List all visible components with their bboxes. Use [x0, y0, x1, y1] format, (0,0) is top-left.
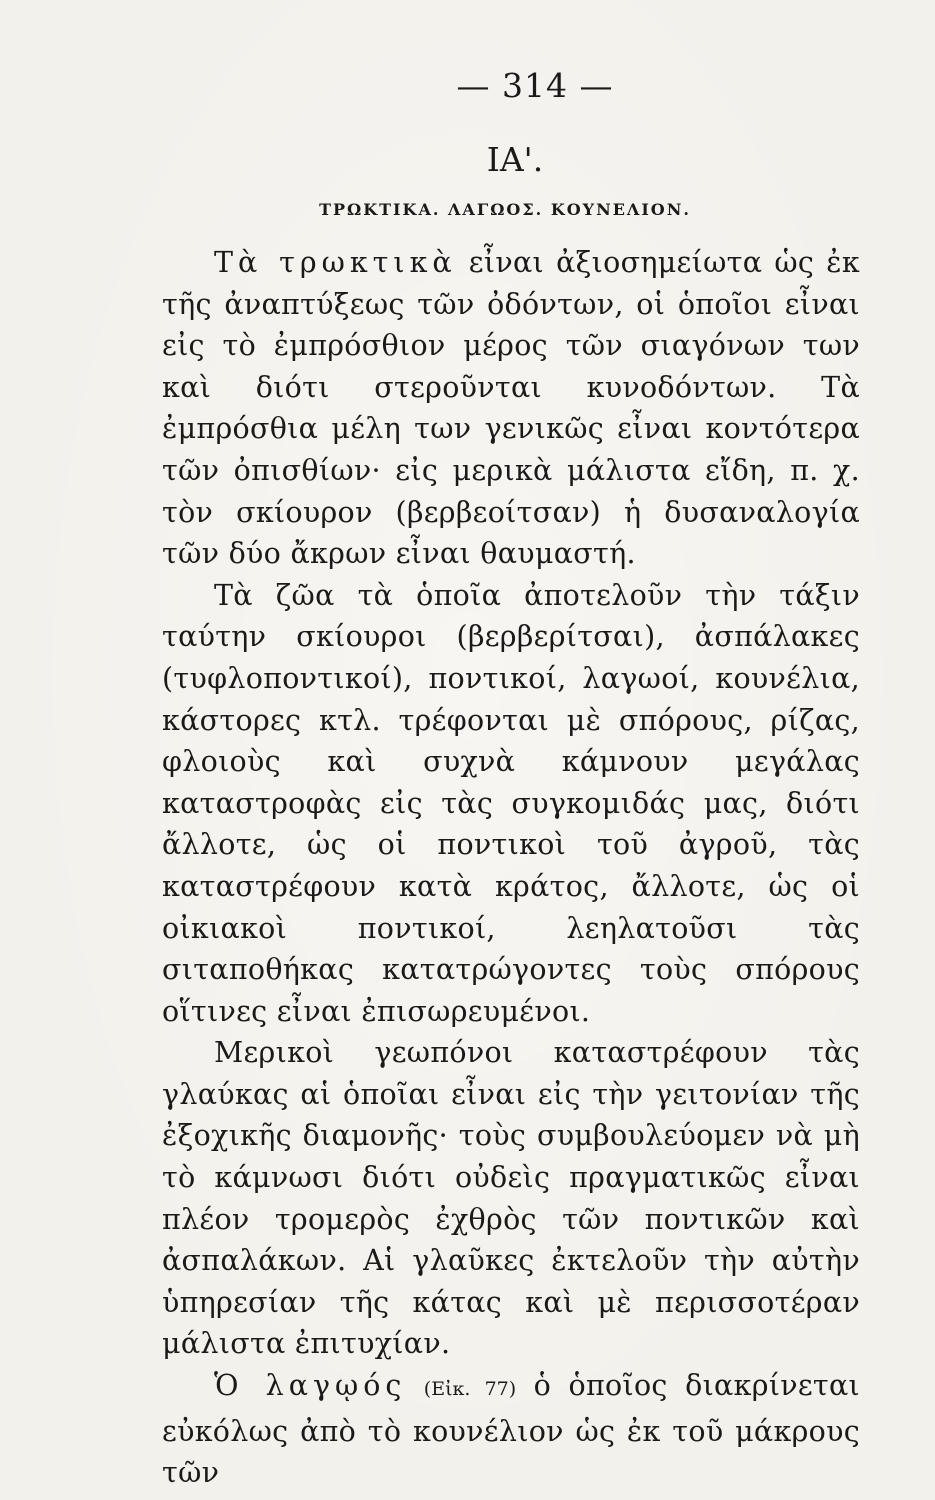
paragraph-4 [162, 1365, 860, 1494]
page-number: — 314 — [456, 66, 614, 105]
figure-reference: (Εἰκ. 77) [423, 1378, 517, 1401]
chapter-number: ΙΑ'. [486, 140, 544, 179]
paragraph-1-text: εἶναι ἀξιοσημείωτα ὡς ἐκ τῆς ἀναπτύξεως τῶν ὀδόντων, οἱ ὁποῖοι εἶναι εἰς τὸ ἐμπρόσθιον μέρος τῶν σιαγόνων των καὶ διότι στεροῦνται κυνοδόντων. Τὰ ἐμπρόσθια μέλη των γενικῶς εἶναι κοντότερα τῶν ὀπισθίων· εἰς μερικὰ μάλιστα εἴδη, π. χ. τὸν σκίουρον (βερβεοίτσαν) ἡ δυσαναλογία τῶν δύο ἄκρων εἶναι θαυμαστή. [162, 246, 861, 571]
paragraph-3: Μερικοὶ γεωπόνοι καταστρέφουν τὰς γλαύκας αἱ ὁποῖαι εἶναι εἰς τὴν γειτονίαν τῆς ἐξοχικῆς διαμονῆς· τοὺς συμβουλεύομεν νὰ μὴ τὸ κάμνωσι διότι οὐδεὶς πραγματικῶς εἶναι πλέον τρομερὸς ἐχθρὸς τῶν ποντικῶν καὶ ἀσπαλάκων. Αἱ γλαῦκες ἐκτελοῦν τὴν αὐτὴν ὑπηρεσίαν τῆς κάτας καὶ μὲ περισσοτέραν μάλιστα ἐπιτυχίαν. [162, 1036, 860, 1361]
chapter-title: ΤΡΩΚΤΙΚΑ. ΛΑΓΩΟΣ. ΚΟΥΝΕΛΙΟΝ. [319, 200, 691, 219]
body-text [162, 242, 860, 1494]
paragraph-4-text: ὁ ὁποῖος διακρίνεται εὐκόλως ἀπὸ τὸ κουνέλιον ὡς ἐκ τοῦ μάκρους τῶν [162, 1369, 861, 1490]
paragraph-2: Τὰ ζῶα τὰ ὁποῖα ἀποτελοῦν τὴν τάξιν ταύτην σκίουροι (βερβερίτσαι), ἀσπάλακες (τυφλοποντικοί), ποντικοί, λαγωοί, κουνέλια, κάστορες κτλ. τρέφονται μὲ σπόρους, ρίζας, φλοιοὺς καὶ συχνὰ κάμνουν μεγάλας καταστροφὰς εἰς τὰς συγκομιδάς μας, διότι ἄλλοτε, ὡς οἱ ποντικοὶ τοῦ ἀγροῦ, τὰς καταστρέφουν κατὰ κράτος, ἄλλοτε, ὡς οἱ οἰκιακοὶ ποντικοί, λεηλατοῦσι τὰς σιταποθήκας κατατρώγοντες τοὺς σπόρους οἵτινες εἶναι ἐπισωρευμένοι. [162, 578, 860, 1028]
paragraph-1 [162, 242, 860, 575]
paragraph-4-lead: Ὁ λαγῳός [214, 1369, 407, 1403]
paragraph-1-lead: Τὰ τρωκτικὰ [214, 246, 457, 279]
